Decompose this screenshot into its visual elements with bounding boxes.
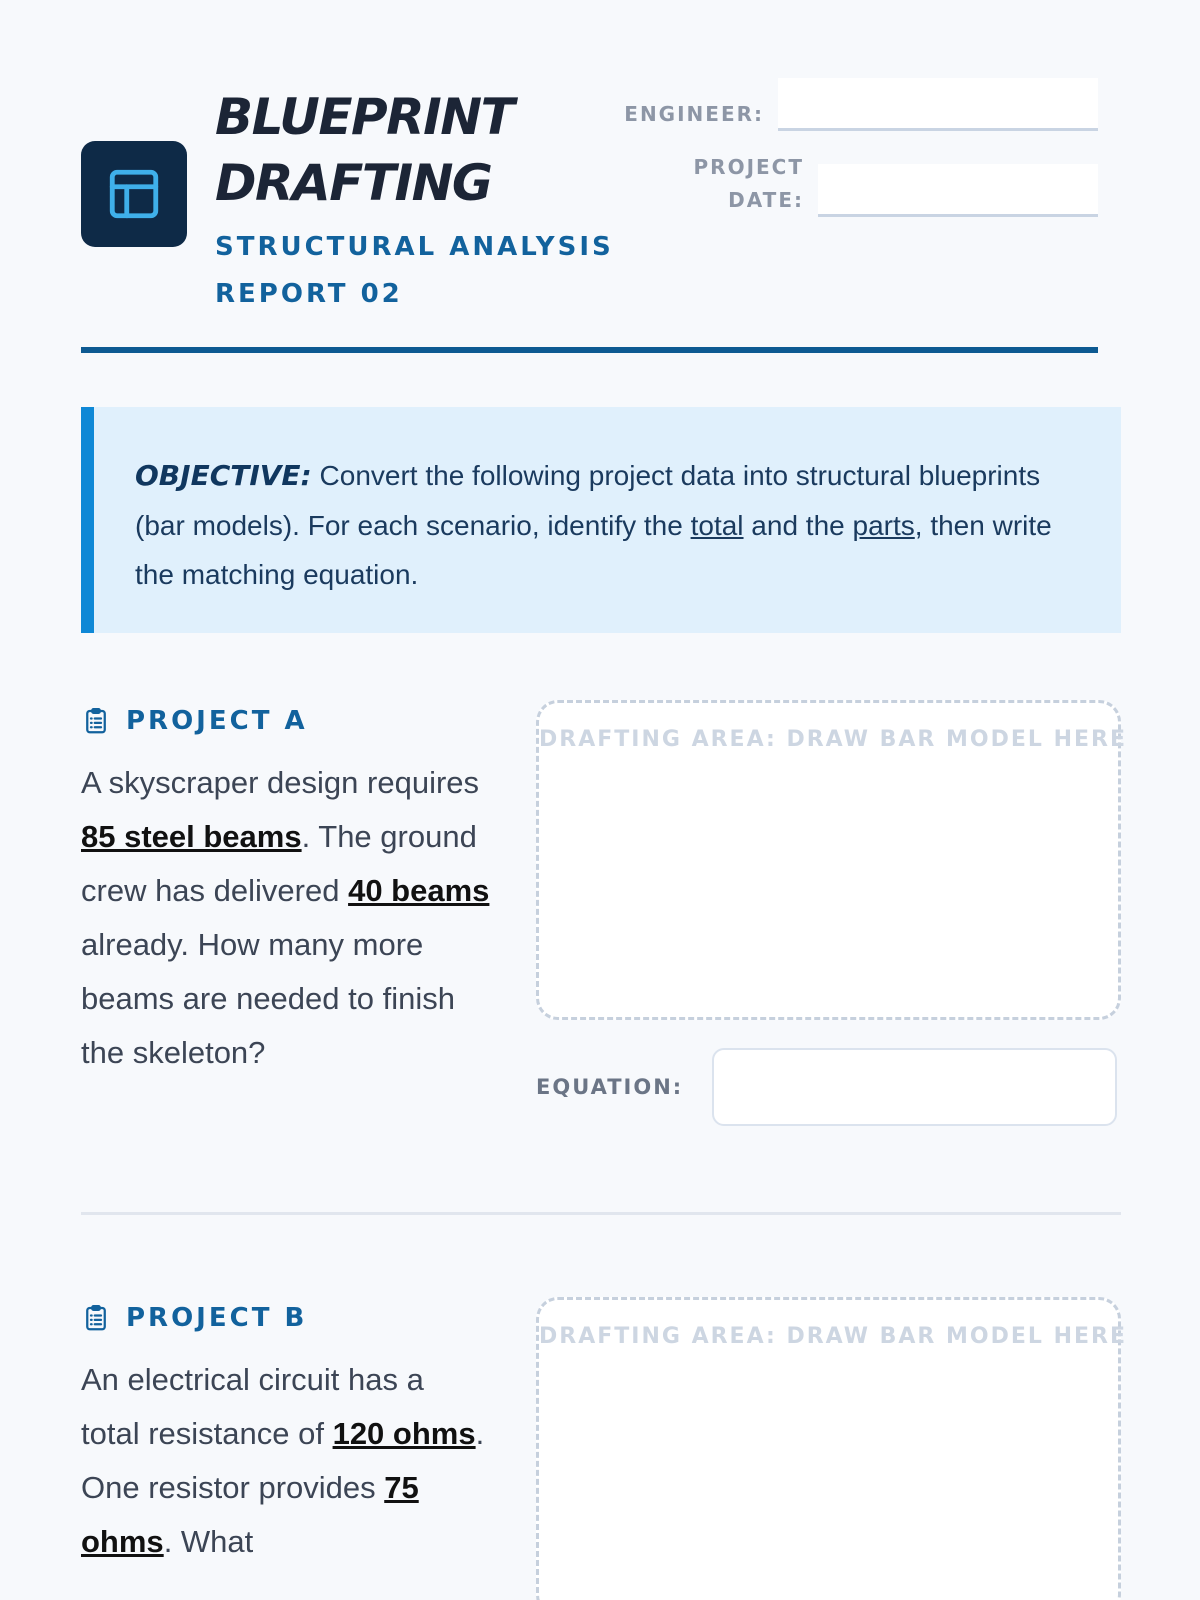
drafting-area-label: DRAFTING AREA: DRAW BAR MODEL HERE xyxy=(539,1324,1127,1349)
objective-label: OBJECTIVE: xyxy=(135,459,312,492)
logo xyxy=(81,141,187,247)
project-a-problem xyxy=(81,756,491,1080)
objective-text-3: , then write the matching equation. xyxy=(135,509,1052,590)
project-a-heading xyxy=(81,700,491,742)
project-a-text-1: A skyscraper design requires xyxy=(81,765,480,800)
project-a-text-2: . The ground crew has delivered xyxy=(81,819,477,908)
project-b-text-2: . One resistor provides xyxy=(81,1416,485,1505)
project-a-text-3: already. How many more beams are needed to finish the skeleton? xyxy=(81,927,455,1070)
project-a-quantity-1: 85 steel beams xyxy=(81,819,302,854)
project-b-quantity-1: 120 ohms xyxy=(332,1416,476,1451)
equation-label: EQUATION: xyxy=(536,1075,684,1099)
project-b-problem xyxy=(81,1353,491,1569)
clipboard-list-icon xyxy=(81,704,111,738)
engineer-row xyxy=(618,78,1098,131)
project-date-field[interactable] xyxy=(818,164,1098,217)
project-b-drafting-area[interactable] xyxy=(536,1297,1127,1600)
header xyxy=(81,0,1098,309)
project-a-drafting-area[interactable] xyxy=(536,700,1127,1020)
project-a-equation-row xyxy=(536,1047,1121,1127)
objective-total-word: total xyxy=(690,509,744,541)
project-b-quantity-2: 75 ohms xyxy=(81,1470,419,1559)
project-a-equation-input[interactable] xyxy=(712,1048,1117,1126)
project-date-row xyxy=(618,151,1098,217)
project-a-text-column xyxy=(81,700,491,1080)
clipboard-list-icon xyxy=(81,1301,111,1335)
objective-parts-word: parts xyxy=(852,509,915,541)
drafting-area-label: DRAFTING AREA: DRAW BAR MODEL HERE xyxy=(539,727,1127,752)
project-a-section xyxy=(81,700,1127,1120)
objective-text-1: Convert the following project data into structural blueprints (bar models). For each scenario, identify the xyxy=(135,460,1041,541)
section-divider xyxy=(81,1212,1121,1215)
objective-text-2: and the xyxy=(743,509,853,541)
page-title: BLUEPRINT DRAFTING xyxy=(215,88,514,212)
project-a-quantity-2: 40 beams xyxy=(348,873,490,908)
project-a-title: PROJECT A xyxy=(126,706,308,736)
page-subtitle: STRUCTURAL ANALYSIS REPORT 02 xyxy=(215,232,614,309)
project-b-section xyxy=(81,1297,1127,1600)
project-b-text-column xyxy=(81,1297,491,1569)
header-divider xyxy=(81,347,1098,353)
project-date-label: PROJECT DATE: xyxy=(693,155,804,212)
engineer-label: ENGINEER: xyxy=(624,102,764,126)
engineer-field[interactable] xyxy=(778,78,1098,131)
project-b-title: PROJECT B xyxy=(126,1303,308,1333)
objective-box xyxy=(81,407,1121,633)
project-b-heading xyxy=(81,1297,491,1339)
project-b-text-1: An electrical circuit has a total resistance of xyxy=(81,1362,424,1451)
meta-fields xyxy=(618,78,1098,237)
layout-icon xyxy=(105,165,163,223)
title-block xyxy=(215,84,655,318)
project-b-text-3: . What xyxy=(163,1524,254,1559)
